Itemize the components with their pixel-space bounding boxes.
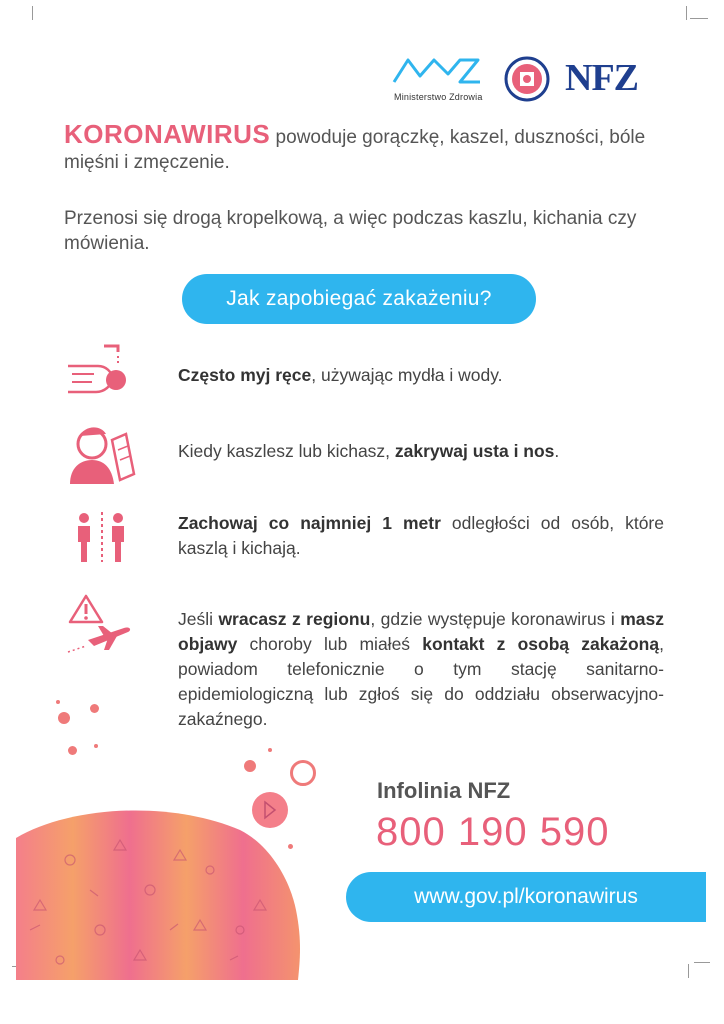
decor-dot: [90, 704, 99, 713]
tip4-bold-2: masz objawy: [178, 609, 664, 654]
hand-washing-icon: [64, 342, 134, 398]
infoline-phone[interactable]: 800 190 590: [376, 810, 610, 854]
koronawirus-heading: KORONAWIRUS: [64, 119, 271, 149]
tip-wash-hands-bold: Często myj ręce: [178, 365, 312, 385]
infoline-label: Infolinia NFZ: [377, 778, 511, 803]
distance-icon: [74, 508, 134, 564]
tip-keep-distance: [178, 511, 664, 561]
decor-dot: [58, 712, 70, 724]
tip4-text-1: Jeśli: [178, 609, 219, 629]
virus-illustration: [0, 770, 320, 980]
tip-cover-mouth-pre: Kiedy kaszlesz lub kichasz,: [178, 441, 395, 461]
transmission-paragraph: Przenosi się drogą kropelkową, a więc podczas kaszlu, kichania czy mówienia.: [64, 208, 637, 254]
crop-mark: [690, 18, 708, 19]
tip-cover-mouth-post: .: [554, 441, 560, 461]
decor-dot: [56, 700, 60, 704]
tip-keep-distance-rest: odległości od osób, które kaszlą i kichają.: [178, 513, 664, 558]
tip4-text-3: choroby lub miałeś: [237, 634, 423, 654]
tip-cover-mouth-bold: zakrywaj usta i nos: [394, 441, 555, 461]
ministry-label: Ministerstwo Zdrowia: [394, 92, 483, 102]
symptoms-text: powoduje gorączkę, kaszel, duszności, bóle mięśni i zmęczenie.: [64, 127, 646, 173]
tip-cover-mouth: [178, 439, 664, 464]
header-logos: [390, 52, 660, 110]
decor-dot: [68, 746, 77, 755]
intro-paragraph: [64, 119, 664, 175]
decor-dot: [94, 744, 98, 748]
ministry-of-health-logo-icon: [390, 52, 482, 92]
tip4-text-4: , powiadom telefonicznie o tym stację sanitarno-epidemiologiczną lub zgłoś się do oddziału obserwacyjno-zakaźnego.: [178, 634, 664, 729]
tip4-bold-1: wracasz z regionu: [218, 609, 371, 629]
decor-dot: [268, 748, 272, 752]
sanepid-seal-icon: [504, 56, 550, 102]
travel-warning-icon: [64, 592, 136, 662]
nfz-logo: NFZ: [565, 57, 638, 99]
tip-wash-hands: [178, 363, 664, 388]
tip4-bold-3: kontakt z osobą zakażoną: [422, 634, 660, 654]
website-link[interactable]: www.gov.pl/koronawirus: [346, 872, 706, 922]
crop-mark: [686, 6, 687, 20]
tip-travel-contact: [178, 607, 664, 732]
crop-mark: [688, 964, 689, 978]
crop-mark: [694, 962, 710, 963]
crop-mark: [32, 6, 33, 20]
tip-keep-distance-bold: Zachowaj co najmniej 1 metr: [178, 513, 441, 533]
prevention-title: Jak zapobiegać zakażeniu?: [182, 274, 536, 324]
tip-wash-hands-rest: , używając mydła i wody.: [311, 365, 503, 385]
tip4-text-2: , gdzie występuje koronawirus i: [370, 609, 621, 629]
cough-cover-icon: [66, 420, 138, 486]
